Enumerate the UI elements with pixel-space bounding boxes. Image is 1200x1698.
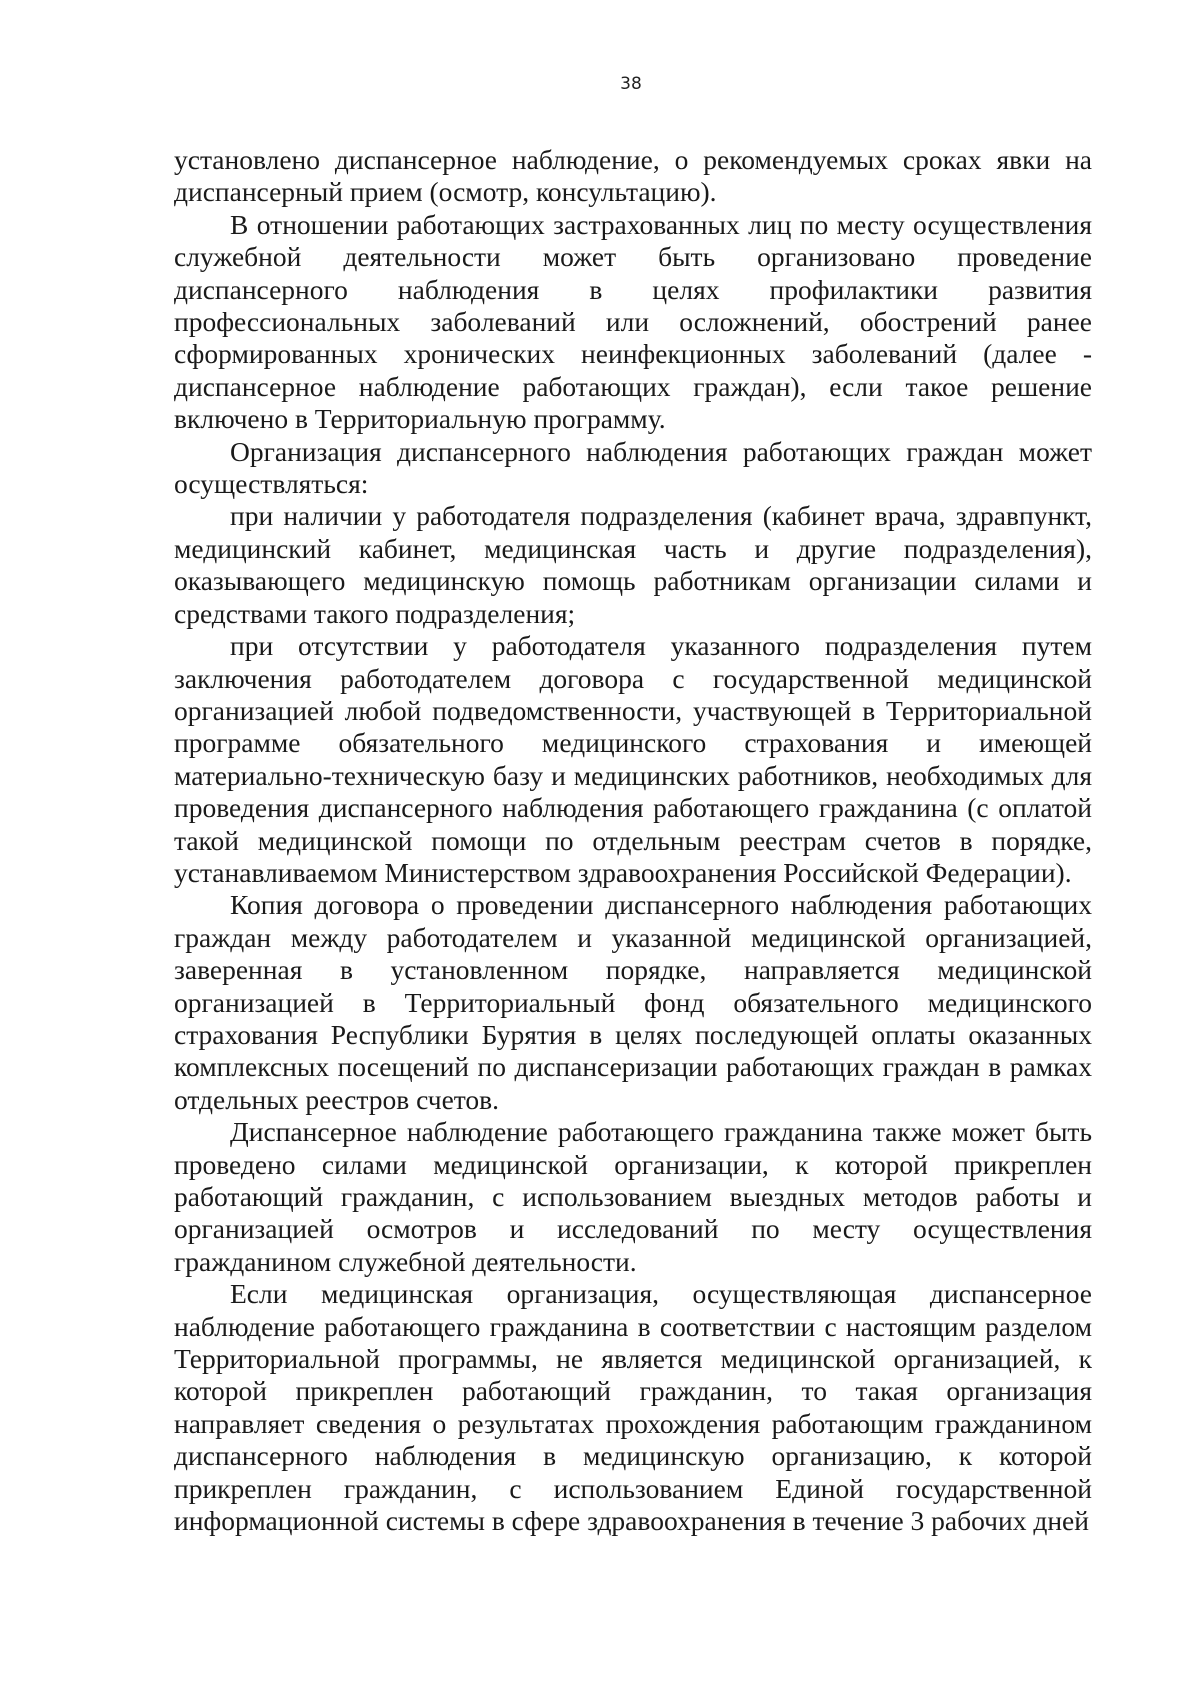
paragraph-1: установлено диспансерное наблюдение, о рекомендуемых сроках явки на диспансерный прием (осмотр, консультацию). (174, 144, 1092, 208)
paragraph-6: Копия договора о проведении диспансерного наблюдения работающих граждан между работодателем и указанной медицинской организацией, заверенная в установленном порядке, направляется медицинской организацией в Территориальный фонд обязательного медицинского страхования Республики Бурятия в целях последующей оплаты оказанных комплексных посещений по диспансеризации работающих граждан в рамках отдельных реестров счетов. (174, 889, 1092, 1115)
paragraph-8: Если медицинская организация, осуществляющая диспансерное наблюдение работающего гражданина в соответствии с настоящим разделом Территориальной программы, не является медицинской организацией, к которой прикреплен работающий гражданин, то такая организация направляет сведения о результатах прохождения работающим гражданином диспансерного наблюдения в медицинскую организацию, к которой прикреплен гражданин, с использованием Единой государственной информационной системы в сфере здравоохранения в течение 3 рабочих дней (174, 1278, 1092, 1537)
paragraph-5: при отсутствии у работодателя указанного подразделения путем заключения работодателем договора с государственной медицинской организацией любой подведомственности, участвующей в Территориальной программе обязательного медицинского страхования и имеющей материально-техническую базу и медицинских работников, необходимых для проведения диспансерного наблюдения работающего гражданина (с оплатой такой медицинской помощи по отдельным реестрам счетов в порядке, устанавливаемом Министерством здравоохранения Российской Федерации). (174, 630, 1092, 888)
paragraph-3: Организация диспансерного наблюдения работающих граждан может осуществляться: (174, 435, 1092, 500)
paragraph-2: В отношении работающих застрахованных лиц по месту осуществления служебной деятельности может быть организовано проведение диспансерного наблюдения в целях профилактики развития профессиональных заболеваний или осложнений, обострений ранее сформированных хронических неинфекционных заболеваний (далее - диспансерное наблюдение работающих граждан), если такое решение включено в Территориальную программу. (174, 208, 1092, 435)
page-number: 38 (620, 74, 642, 94)
paragraph-4: при наличии у работодателя подразделения (кабинет врача, здравпункт, медицинский кабинет, медицинская часть и другие подразделения), оказывающего медицинскую помощь работникам организации силами и средствами такого подразделения; (174, 500, 1092, 629)
paragraph-7: Диспансерное наблюдение работающего гражданина также может быть проведено силами медицинской организации, к которой прикреплен работающий гражданин, с использованием выездных методов работы и организацией осмотров и исследований по месту осуществления гражданином служебной деятельности. (174, 1116, 1092, 1277)
document-body (174, 144, 1092, 1537)
